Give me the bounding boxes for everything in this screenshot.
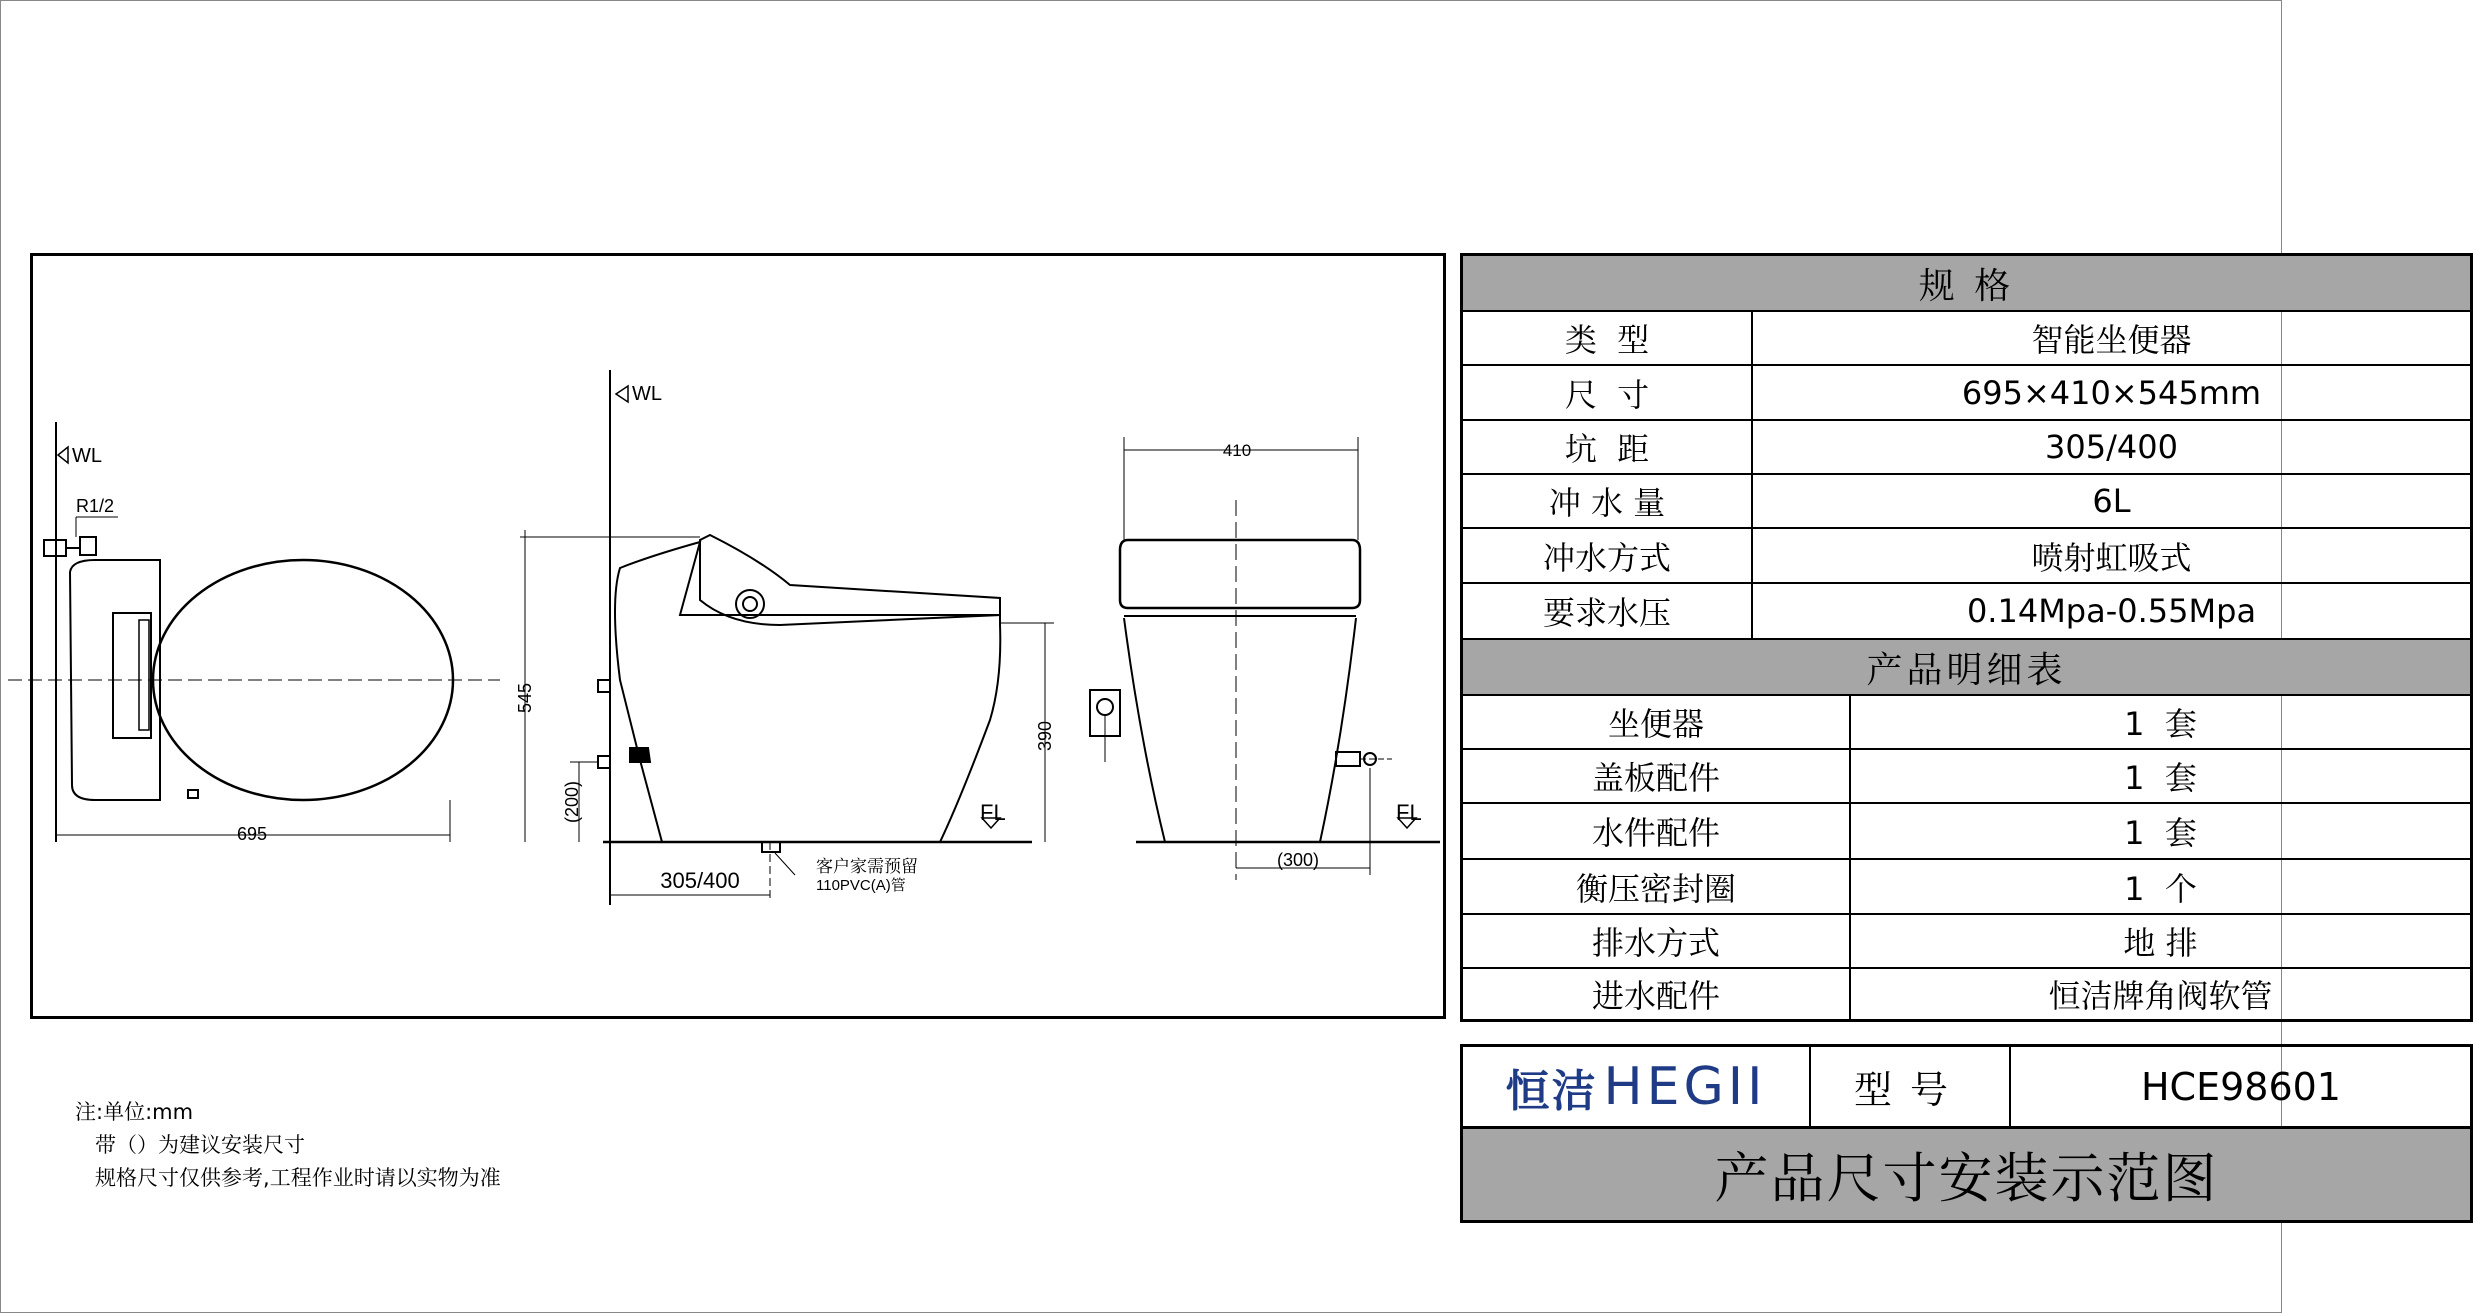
side-view-wl-label: WL <box>632 383 662 405</box>
spec-value: 695×410×545mm <box>1961 373 2262 412</box>
note-line: 注:单位:mm <box>75 1100 194 1124</box>
parts-row <box>1463 696 2470 750</box>
spec-label: 冲水方式 <box>1463 529 1753 582</box>
front-view-offset-dim: (300) <box>1276 850 1320 870</box>
spec-label: 坑 距 <box>1463 421 1753 473</box>
spec-row <box>1463 366 2470 421</box>
spec-row <box>1463 475 2470 529</box>
parts-row <box>1463 860 2470 915</box>
front-view-width-dim: 410 <box>1222 441 1252 460</box>
side-view-drain-note-1: 客户家需预留 <box>816 857 918 876</box>
top-view-length-dim: 695 <box>236 824 268 844</box>
part-value: 地 排 <box>2123 924 2198 962</box>
spec-title: 规 格 <box>1918 265 2015 307</box>
model-value: HCE98601 <box>2140 1064 2341 1109</box>
side-view-rough-in-dim: 305/400 <box>660 868 740 893</box>
side-view-fl-label: FL <box>980 800 1006 825</box>
note-line: 规格尺寸仅供参考,工程作业时请以实物为准 <box>75 1166 501 1190</box>
parts-row <box>1463 804 2470 860</box>
side-view-height-dim: 545 <box>515 682 535 714</box>
spec-label: 类 型 <box>1463 312 1753 364</box>
part-label: 水件配件 <box>1463 804 1851 858</box>
model-label: 型号 <box>1811 1047 2011 1126</box>
spec-row <box>1463 421 2470 475</box>
note-line: 带（）为建议安装尺寸 <box>75 1133 306 1157</box>
side-view-inlet-dim: (200) <box>562 780 582 824</box>
spec-label: 冲 水 量 <box>1463 475 1753 527</box>
title-block <box>1460 1044 2473 1223</box>
side-view-seat-dim: 390 <box>1035 720 1055 752</box>
spec-label: 要求水压 <box>1463 584 1753 638</box>
notes <box>75 1096 501 1195</box>
parts-row <box>1463 915 2470 969</box>
front-view-fl-label: FL <box>1396 800 1422 825</box>
parts-row <box>1463 750 2470 804</box>
spec-row <box>1463 529 2470 584</box>
part-value: 1 套 <box>2124 814 2197 852</box>
parts-title: 产品明细表 <box>1866 649 2067 691</box>
part-label: 坐便器 <box>1463 696 1851 748</box>
part-label: 排水方式 <box>1463 915 1851 967</box>
spec-label: 尺 寸 <box>1463 366 1753 419</box>
parts-row <box>1463 969 2470 1019</box>
title-block-top <box>1463 1047 2470 1129</box>
part-value: 1 套 <box>2124 705 2197 743</box>
drawing-title: 产品尺寸安装示范图 <box>1463 1129 2470 1220</box>
spec-row <box>1463 584 2470 640</box>
side-view-drain-note-2: 110PVC(A)管 <box>816 877 906 894</box>
part-label: 盖板配件 <box>1463 750 1851 802</box>
part-value: 恒洁牌角阀软管 <box>2048 977 2273 1015</box>
part-label: 进水配件 <box>1463 969 1851 1019</box>
part-label: 衡压密封圈 <box>1463 860 1851 913</box>
part-value: 1 个 <box>2124 869 2197 908</box>
front-view <box>1090 437 1440 880</box>
spec-header <box>1463 256 2470 312</box>
spec-table <box>1460 253 2473 1022</box>
logo-english: HEGII <box>1603 1056 1767 1117</box>
top-view <box>8 422 500 842</box>
spec-value: 305/400 <box>2045 428 2178 466</box>
parts-header <box>1463 640 2470 696</box>
side-view <box>520 370 1054 905</box>
spec-value: 0.14Mpa-0.55Mpa <box>1966 592 2257 630</box>
part-value: 1 套 <box>2124 759 2197 797</box>
spec-value: 智能坐便器 <box>2031 321 2192 359</box>
technical-drawing <box>0 0 1450 1020</box>
brand-logo <box>1463 1047 1811 1126</box>
top-view-wl-label: WL <box>72 445 102 467</box>
spec-value: 6L <box>2092 482 2131 520</box>
top-view-pipe-label: R1/2 <box>76 496 115 516</box>
logo-chinese: 恒洁 <box>1505 1065 1598 1117</box>
spec-row <box>1463 312 2470 366</box>
spec-value: 喷射虹吸式 <box>2031 538 2192 577</box>
